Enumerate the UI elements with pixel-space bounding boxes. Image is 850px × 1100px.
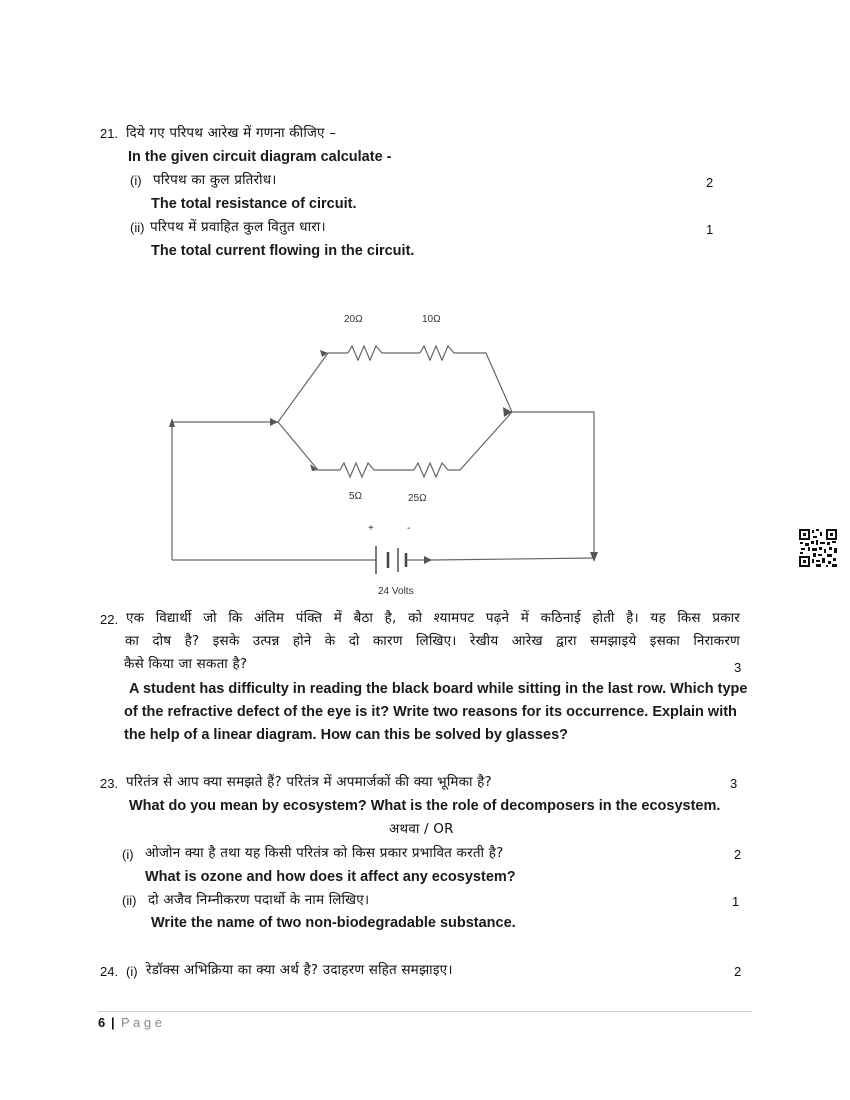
footer-page-label: P a g e [121,1015,162,1030]
label-plus: + [368,523,374,534]
arrow-right-icon [270,418,278,426]
battery-symbol [376,546,406,574]
q23-part2-english: Write the name of two non-biodegradable substance. [151,915,516,931]
qr-code-icon [798,528,838,568]
q23-part2-hindi: दो अजैव निम्नीकरण पदार्थो के नाम लिखिए। [148,892,370,908]
q21-hindi-text: दिये गए परिपथ आरेख में गणना कीजिए – [126,125,337,141]
q23-english-text: What do you mean by ecosystem? What is the role of decomposers in the ecosystem. [129,798,721,814]
q21-part2-label: (ii) [130,220,145,235]
q23-part2-label: (ii) [122,893,137,908]
arrow-right-icon [320,350,328,357]
q21-number: 21. [100,126,119,141]
q21-part2-english: The total current flowing in the circuit. [151,243,415,259]
label-5-ohm: 5Ω [349,491,363,502]
resistor-10-ohm [420,346,454,360]
q24-part1-hindi: रेडॉक्स अभिक्रिया का क्या अर्थ है? उदाहरण सहित समझाइए। [146,962,453,978]
label-battery-voltage: 24 Volts [378,586,414,597]
q22-number: 22. [100,612,119,627]
resistor-5-ohm [340,463,374,477]
q21-part1-english: The total resistance of circuit. [151,196,357,212]
q22-english-line3: the help of a linear diagram. How can this be solved by glasses? [124,727,568,743]
lower-branch-wire [278,422,340,470]
q21-part1-hindi: परिपथ का कुल प्रतिरोध। [153,172,277,188]
q22-hindi-line1: एक विद्यार्थी जो कि अंतिम पंक्ति में बैठा है, को श्यामपट पढ़ने में कठिनाई होती है। यह किस प्रकार [126,610,740,626]
q21-english-text: In the given circuit diagram calculate - [128,149,392,165]
arrow-down-icon [590,552,598,562]
q23-part1-hindi: ओजोन क्या है तथा यह किसी परितंत्र को किस प्रकार प्रभावित करती है? [145,845,504,861]
q21-part2-marks: 1 [706,222,714,237]
upper-branch-wire [278,353,348,422]
label-10-ohm: 10Ω [422,314,441,325]
q24-part1-marks: 2 [734,964,742,979]
label-25-ohm: 25Ω [408,493,427,504]
q21-part1-label: (i) [130,173,142,188]
circuit-right-wire [512,412,594,558]
footer-separator: | [111,1015,115,1030]
q23-part1-marks: 2 [734,847,742,862]
q23-number: 23. [100,776,119,791]
q23-part2-marks: 1 [732,894,740,909]
q22-hindi-line3: कैसे किया जा सकता है? [124,656,248,672]
q24-part1-label: (i) [126,964,138,979]
q22-english-line2: of the refractive defect of the eye is it? Write two reasons for its occurrence. Explain with [124,704,737,720]
q21-part2-hindi: परिपथ में प्रवाहित कुल वितुत धारा। [150,219,326,235]
q24-number: 24. [100,964,119,979]
q22-marks: 3 [734,660,742,675]
q23-part1-label: (i) [122,847,134,862]
circuit-diagram [160,300,610,600]
q22-hindi-line2: का दोष है? इसके उत्पन्न होने के दो कारण लिखिए। रेखीय आरेख द्वारा समझाइये इसका निराकरण [125,633,740,649]
q23-hindi-text: परितंत्र से आप क्या समझते हैं? परितंत्र में अपमार्जकों की क्या भूमिका है? [126,774,492,790]
label-minus: - [407,523,411,534]
q23-marks: 3 [730,776,738,791]
circuit-left-wire [172,422,278,560]
resistor-20-ohm [348,346,382,360]
q23-or-separator: अथवा / OR [389,821,454,837]
arrow-right-icon [424,556,432,564]
q22-english-line1: A student has difficulty in reading the black board while sitting in the last row. Which type [129,681,748,697]
footer-page-number: 6 [98,1015,106,1030]
q23-part1-english: What is ozone and how does it affect any ecosystem? [145,869,516,885]
q21-part1-marks: 2 [706,175,714,190]
label-20-ohm: 20Ω [344,314,363,325]
footer-divider [98,1011,752,1012]
resistor-25-ohm [414,463,448,477]
